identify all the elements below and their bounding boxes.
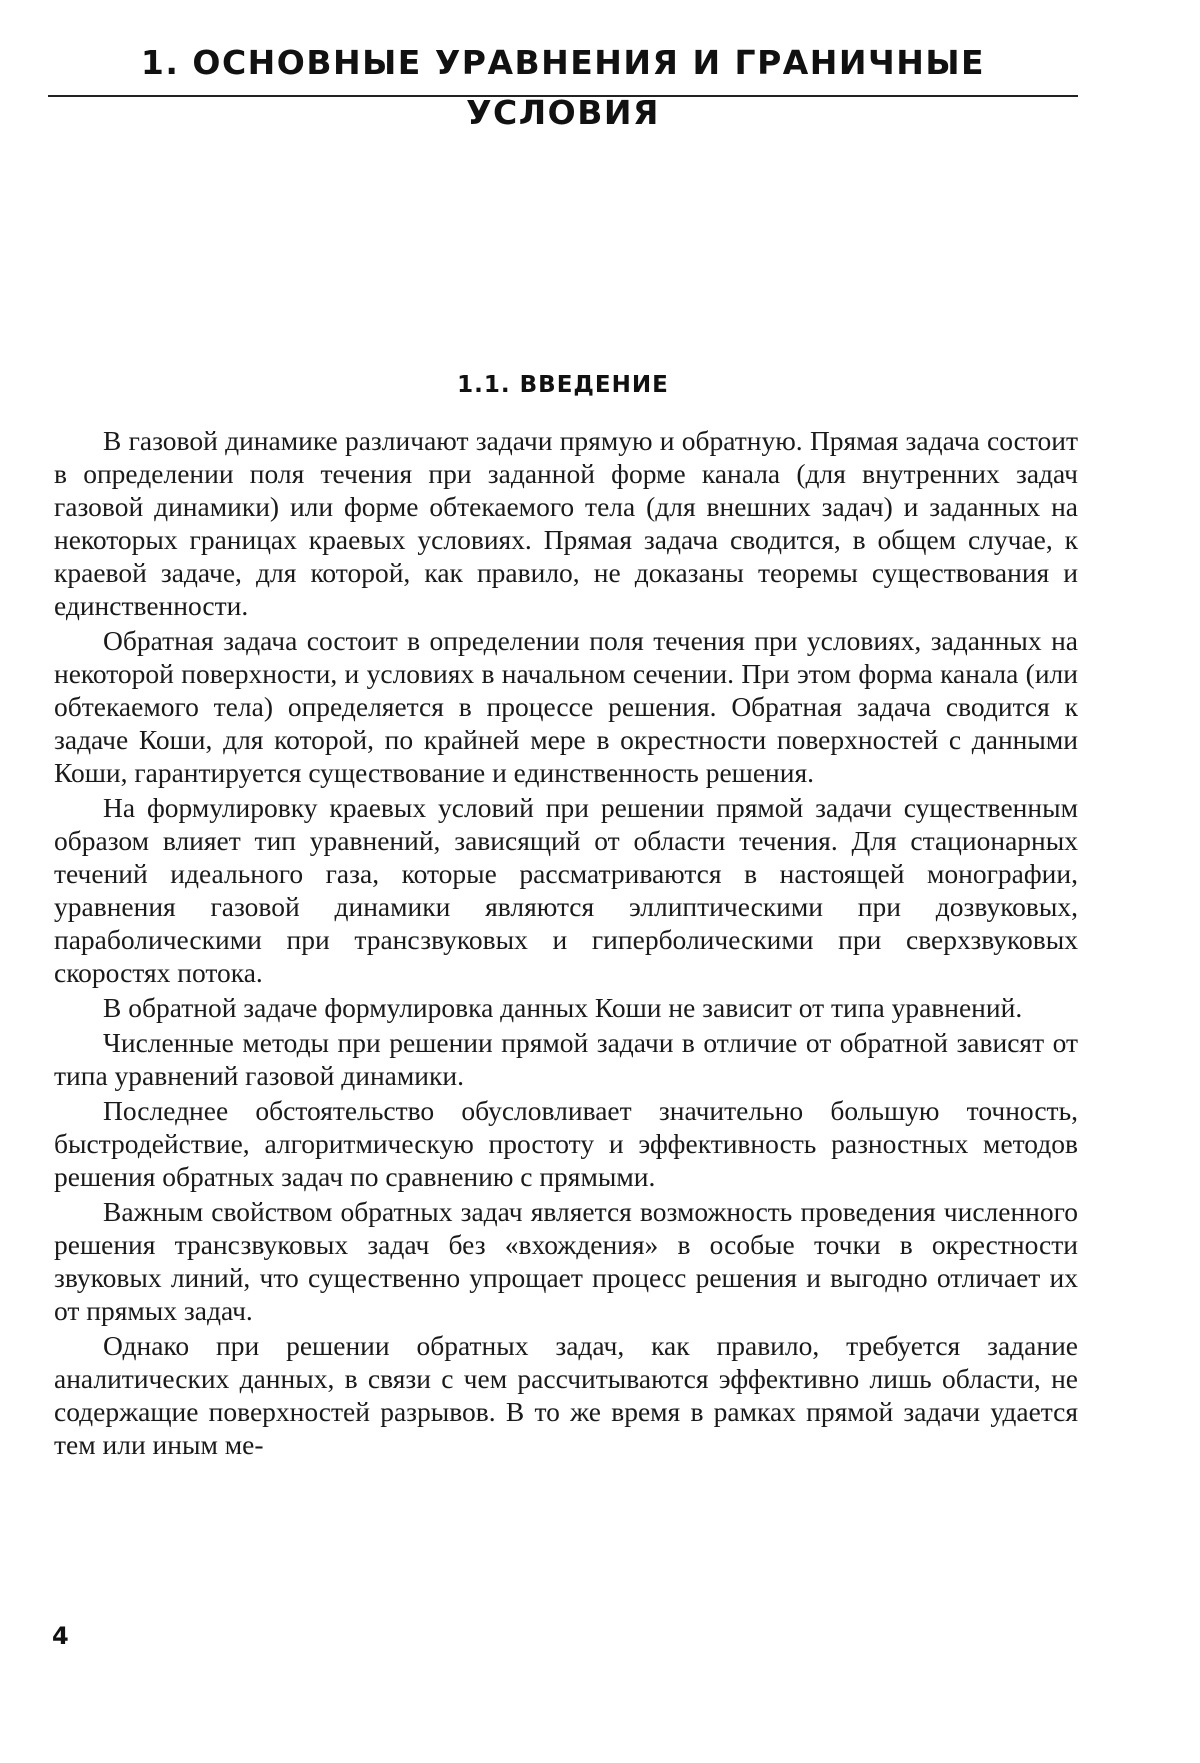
section-title: 1.1. ВВЕДЕНИЕ <box>48 370 1078 400</box>
paragraph: В обратной задаче формулировка данных Коши не зависит от типа уравнений. <box>54 991 1078 1024</box>
book-page <box>0 0 1200 1763</box>
paragraph: В газовой динамике различают задачи прямую и обратную. Прямая задача состоит в определении поля течения при заданной форме канала (для внутренних задач газовой динамики) или форме обтекаемого тела (для внешних задач) и заданных на некоторых границах краевых условиях. Прямая задача сводится, в общем случае, к краевой задаче, для которой, как правило, не доказаны теоремы существования и единственности. <box>54 424 1078 622</box>
chapter-title-rule <box>48 95 1078 97</box>
paragraph: Важным свойством обратных задач является возможность проведения численного решения трансзвуковых задач без «вхождения» в особые точки в окрестности звуковых линий, что существенно упрощает процесс решения и выгодно отличает их от прямых задач. <box>54 1195 1078 1327</box>
page-number: 4 <box>52 1622 69 1650</box>
paragraph: Численные методы при решении прямой задачи в отличие от обратной зависят от типа уравнений газовой динамики. <box>54 1026 1078 1092</box>
paragraph: Последнее обстоятельство обусловливает значительно большую точность, быстродействие, алгоритмическую простоту и эффективность разностных методов решения обратных задач по сравнению с прямыми. <box>54 1094 1078 1193</box>
chapter-title: 1. ОСНОВНЫЕ УРАВНЕНИЯ И ГРАНИЧНЫЕ УСЛОВИЯ <box>48 38 1078 138</box>
paragraph: На формулировку краевых условий при решении прямой задачи существенным образом влияет тип уравнений, зависящий от области течения. Для стационарных течений идеального газа, которые рассматриваются в настоящей монографии, уравнения газовой динамики являются эллиптическими при дозвуковых, параболическими при трансзвуковых и гиперболическими при сверхзвуковых скоростях потока. <box>54 791 1078 989</box>
paragraph: Обратная задача состоит в определении поля течения при условиях, заданных на некоторой поверхности, и условиях в начальном сечении. При этом форма канала (или обтекаемого тела) определяется в процессе решения. Обратная задача сводится к задаче Коши, для которой, по крайней мере в окрестности поверхностей с данными Коши, гарантируется существование и единственность решения. <box>54 624 1078 789</box>
paragraph: Однако при решении обратных задач, как правило, требуется задание аналитических данных, в связи с чем рассчитываются эффективно лишь области, не содержащие поверхностей разрывов. В то же время в рамках прямой задачи удается тем или иным ме- <box>54 1329 1078 1461</box>
body-text <box>54 424 1078 1463</box>
